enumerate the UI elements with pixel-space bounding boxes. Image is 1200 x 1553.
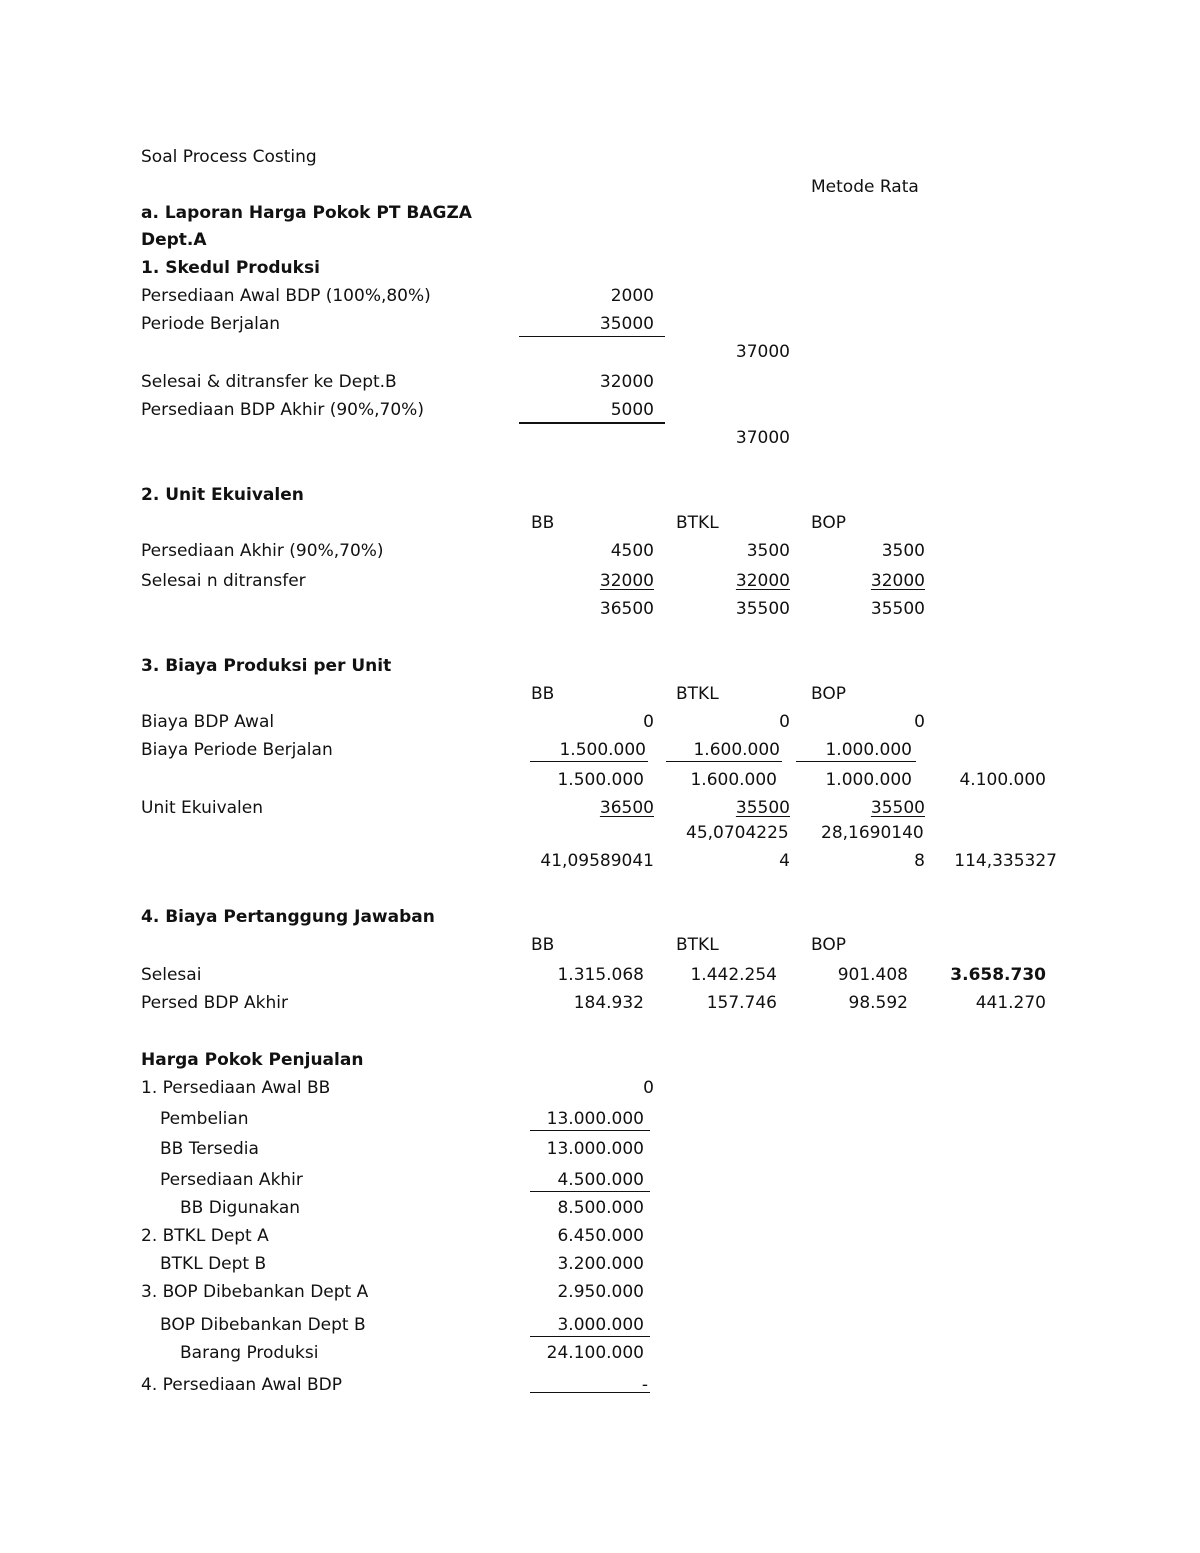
s3-underline-bop [796, 761, 916, 762]
s3-row2-btkl: 1.600.000 [693, 740, 780, 760]
s4-col-btkl: BTKL [676, 935, 719, 955]
s3-row2-bb: 1.500.000 [559, 740, 646, 760]
s3-underline-btkl [666, 761, 782, 762]
hpp-row-label: BB Digunakan [180, 1198, 301, 1218]
department-label: Dept.A [141, 230, 207, 250]
s3-row4-bb: 36500 [599, 798, 654, 818]
s3-row4-label: Unit Ekuivalen [141, 798, 264, 818]
s1-row4-label: Persediaan BDP Akhir (90%,70%) [141, 400, 424, 420]
document-title: Soal Process Costing [141, 147, 317, 167]
report-title: a. Laporan Harga Pokok PT BAGZA [141, 203, 472, 223]
s1-row1-label: Persediaan Awal BDP (100%,80%) [141, 286, 431, 306]
s1-total1: 37000 [735, 342, 790, 362]
s2-row1-bop: 3500 [881, 541, 925, 561]
hpp-underline-awal-bdp [530, 1392, 650, 1393]
hpp-row-label: BOP Dibebankan Dept B [160, 1315, 366, 1335]
section-3-heading: 3. Biaya Produksi per Unit [141, 656, 392, 676]
s2-row1-btkl: 3500 [746, 541, 790, 561]
hpp-row-value: 2.950.000 [557, 1282, 644, 1302]
hpp-row-label: 3. BOP Dibebankan Dept A [141, 1282, 369, 1302]
s4-row2-bop: 98.592 [848, 993, 908, 1013]
s3-row5-btkl: 45,0704225 [686, 823, 789, 843]
s4-col-bop: BOP [811, 935, 846, 955]
hpp-row-label: Persediaan Akhir [160, 1170, 303, 1190]
s1-row3-value: 32000 [599, 372, 654, 392]
s3-row1-btkl: 0 [779, 712, 790, 732]
hpp-row-value: 13.000.000 [546, 1109, 644, 1129]
hpp-underline-bop-dept-b [530, 1336, 650, 1337]
hpp-row-value: 8.500.000 [557, 1198, 644, 1218]
s2-row2-bb: 32000 [599, 571, 654, 591]
s3-row2-bop: 1.000.000 [825, 740, 912, 760]
s2-total-bb: 36500 [599, 599, 654, 619]
s3-row6-total: 114,335327 [954, 851, 1057, 871]
s4-row2-total: 441.270 [975, 993, 1046, 1013]
hpp-row-value: 3.000.000 [557, 1315, 644, 1335]
method-label: Metode Rata [811, 177, 919, 197]
hpp-heading: Harga Pokok Penjualan [141, 1050, 364, 1070]
s4-row1-bop: 901.408 [837, 965, 908, 985]
s3-row5-bop: 28,1690140 [821, 823, 924, 843]
s3-row4-btkl: 35500 [735, 798, 790, 818]
s2-total-btkl: 35500 [735, 599, 790, 619]
s3-row1-label: Biaya BDP Awal [141, 712, 275, 732]
s3-row6-bb: 41,09589041 [540, 851, 654, 871]
s4-row1-total: 3.658.730 [950, 965, 1046, 985]
s3-row3-bb: 1.500.000 [557, 770, 644, 790]
s3-col-btkl: BTKL [676, 684, 719, 704]
s2-col-btkl: BTKL [676, 513, 719, 533]
s3-row3-bop: 1.000.000 [825, 770, 912, 790]
s4-col-bb: BB [531, 935, 555, 955]
s2-row1-bb: 4500 [610, 541, 654, 561]
s3-row2-label: Biaya Periode Berjalan [141, 740, 333, 760]
s1-row2-label: Periode Berjalan [141, 314, 281, 334]
section-1-heading: 1. Skedul Produksi [141, 258, 320, 278]
s3-row3-btkl: 1.600.000 [690, 770, 777, 790]
s4-row1-bb: 1.315.068 [557, 965, 644, 985]
s3-row1-bop: 0 [914, 712, 925, 732]
s3-row4-bop: 35500 [870, 798, 925, 818]
s4-row2-bb: 184.932 [573, 993, 644, 1013]
s2-row2-label: Selesai n ditransfer [141, 571, 306, 591]
s2-col-bb: BB [531, 513, 555, 533]
hpp-row-label: Pembelian [160, 1109, 249, 1129]
s3-row1-bb: 0 [643, 712, 654, 732]
s1-subtotal-line [519, 336, 665, 337]
s2-row2-bop: 32000 [870, 571, 925, 591]
hpp-row-label: 1. Persediaan Awal BB [141, 1078, 331, 1098]
s1-row2-value: 35000 [599, 314, 654, 334]
hpp-row-label: Barang Produksi [180, 1343, 319, 1363]
section-2-heading: 2. Unit Ekuivalen [141, 485, 304, 505]
hpp-row-label: 2. BTKL Dept A [141, 1226, 269, 1246]
hpp-row-value: 24.100.000 [546, 1343, 644, 1363]
s2-col-bop: BOP [811, 513, 846, 533]
s1-row4-value: 5000 [610, 400, 654, 420]
s1-total-line [519, 422, 665, 424]
s4-row1-label: Selesai [141, 965, 202, 985]
s1-row1-value: 2000 [610, 286, 654, 306]
hpp-row-value: 6.450.000 [557, 1226, 644, 1246]
s3-row3-total: 4.100.000 [959, 770, 1046, 790]
s4-row2-btkl: 157.746 [706, 993, 777, 1013]
hpp-row-label: BTKL Dept B [160, 1254, 267, 1274]
hpp-underline-persediaan-akhir [530, 1191, 650, 1192]
hpp-row-value: 0 [643, 1078, 654, 1098]
s3-row6-btkl: 4 [779, 851, 790, 871]
s3-underline-bb [530, 761, 648, 762]
s4-row1-btkl: 1.442.254 [690, 965, 777, 985]
s1-total2: 37000 [735, 428, 790, 448]
hpp-row-label: BB Tersedia [160, 1139, 259, 1159]
hpp-row-value: 13.000.000 [546, 1139, 644, 1159]
hpp-row-label: 4. Persediaan Awal BDP [141, 1375, 342, 1395]
section-4-heading: 4. Biaya Pertanggung Jawaban [141, 907, 435, 927]
hpp-row-value: - [641, 1375, 648, 1395]
s2-row1-label: Persediaan Akhir (90%,70%) [141, 541, 384, 561]
s3-col-bop: BOP [811, 684, 846, 704]
s2-row2-btkl: 32000 [735, 571, 790, 591]
hpp-row-value: 4.500.000 [557, 1170, 644, 1190]
s4-row2-label: Persed BDP Akhir [141, 993, 288, 1013]
hpp-underline-pembelian [530, 1130, 650, 1131]
s2-total-bop: 35500 [870, 599, 925, 619]
s3-col-bb: BB [531, 684, 555, 704]
hpp-row-value: 3.200.000 [557, 1254, 644, 1274]
s1-row3-label: Selesai & ditransfer ke Dept.B [141, 372, 397, 392]
s3-row6-bop: 8 [914, 851, 925, 871]
